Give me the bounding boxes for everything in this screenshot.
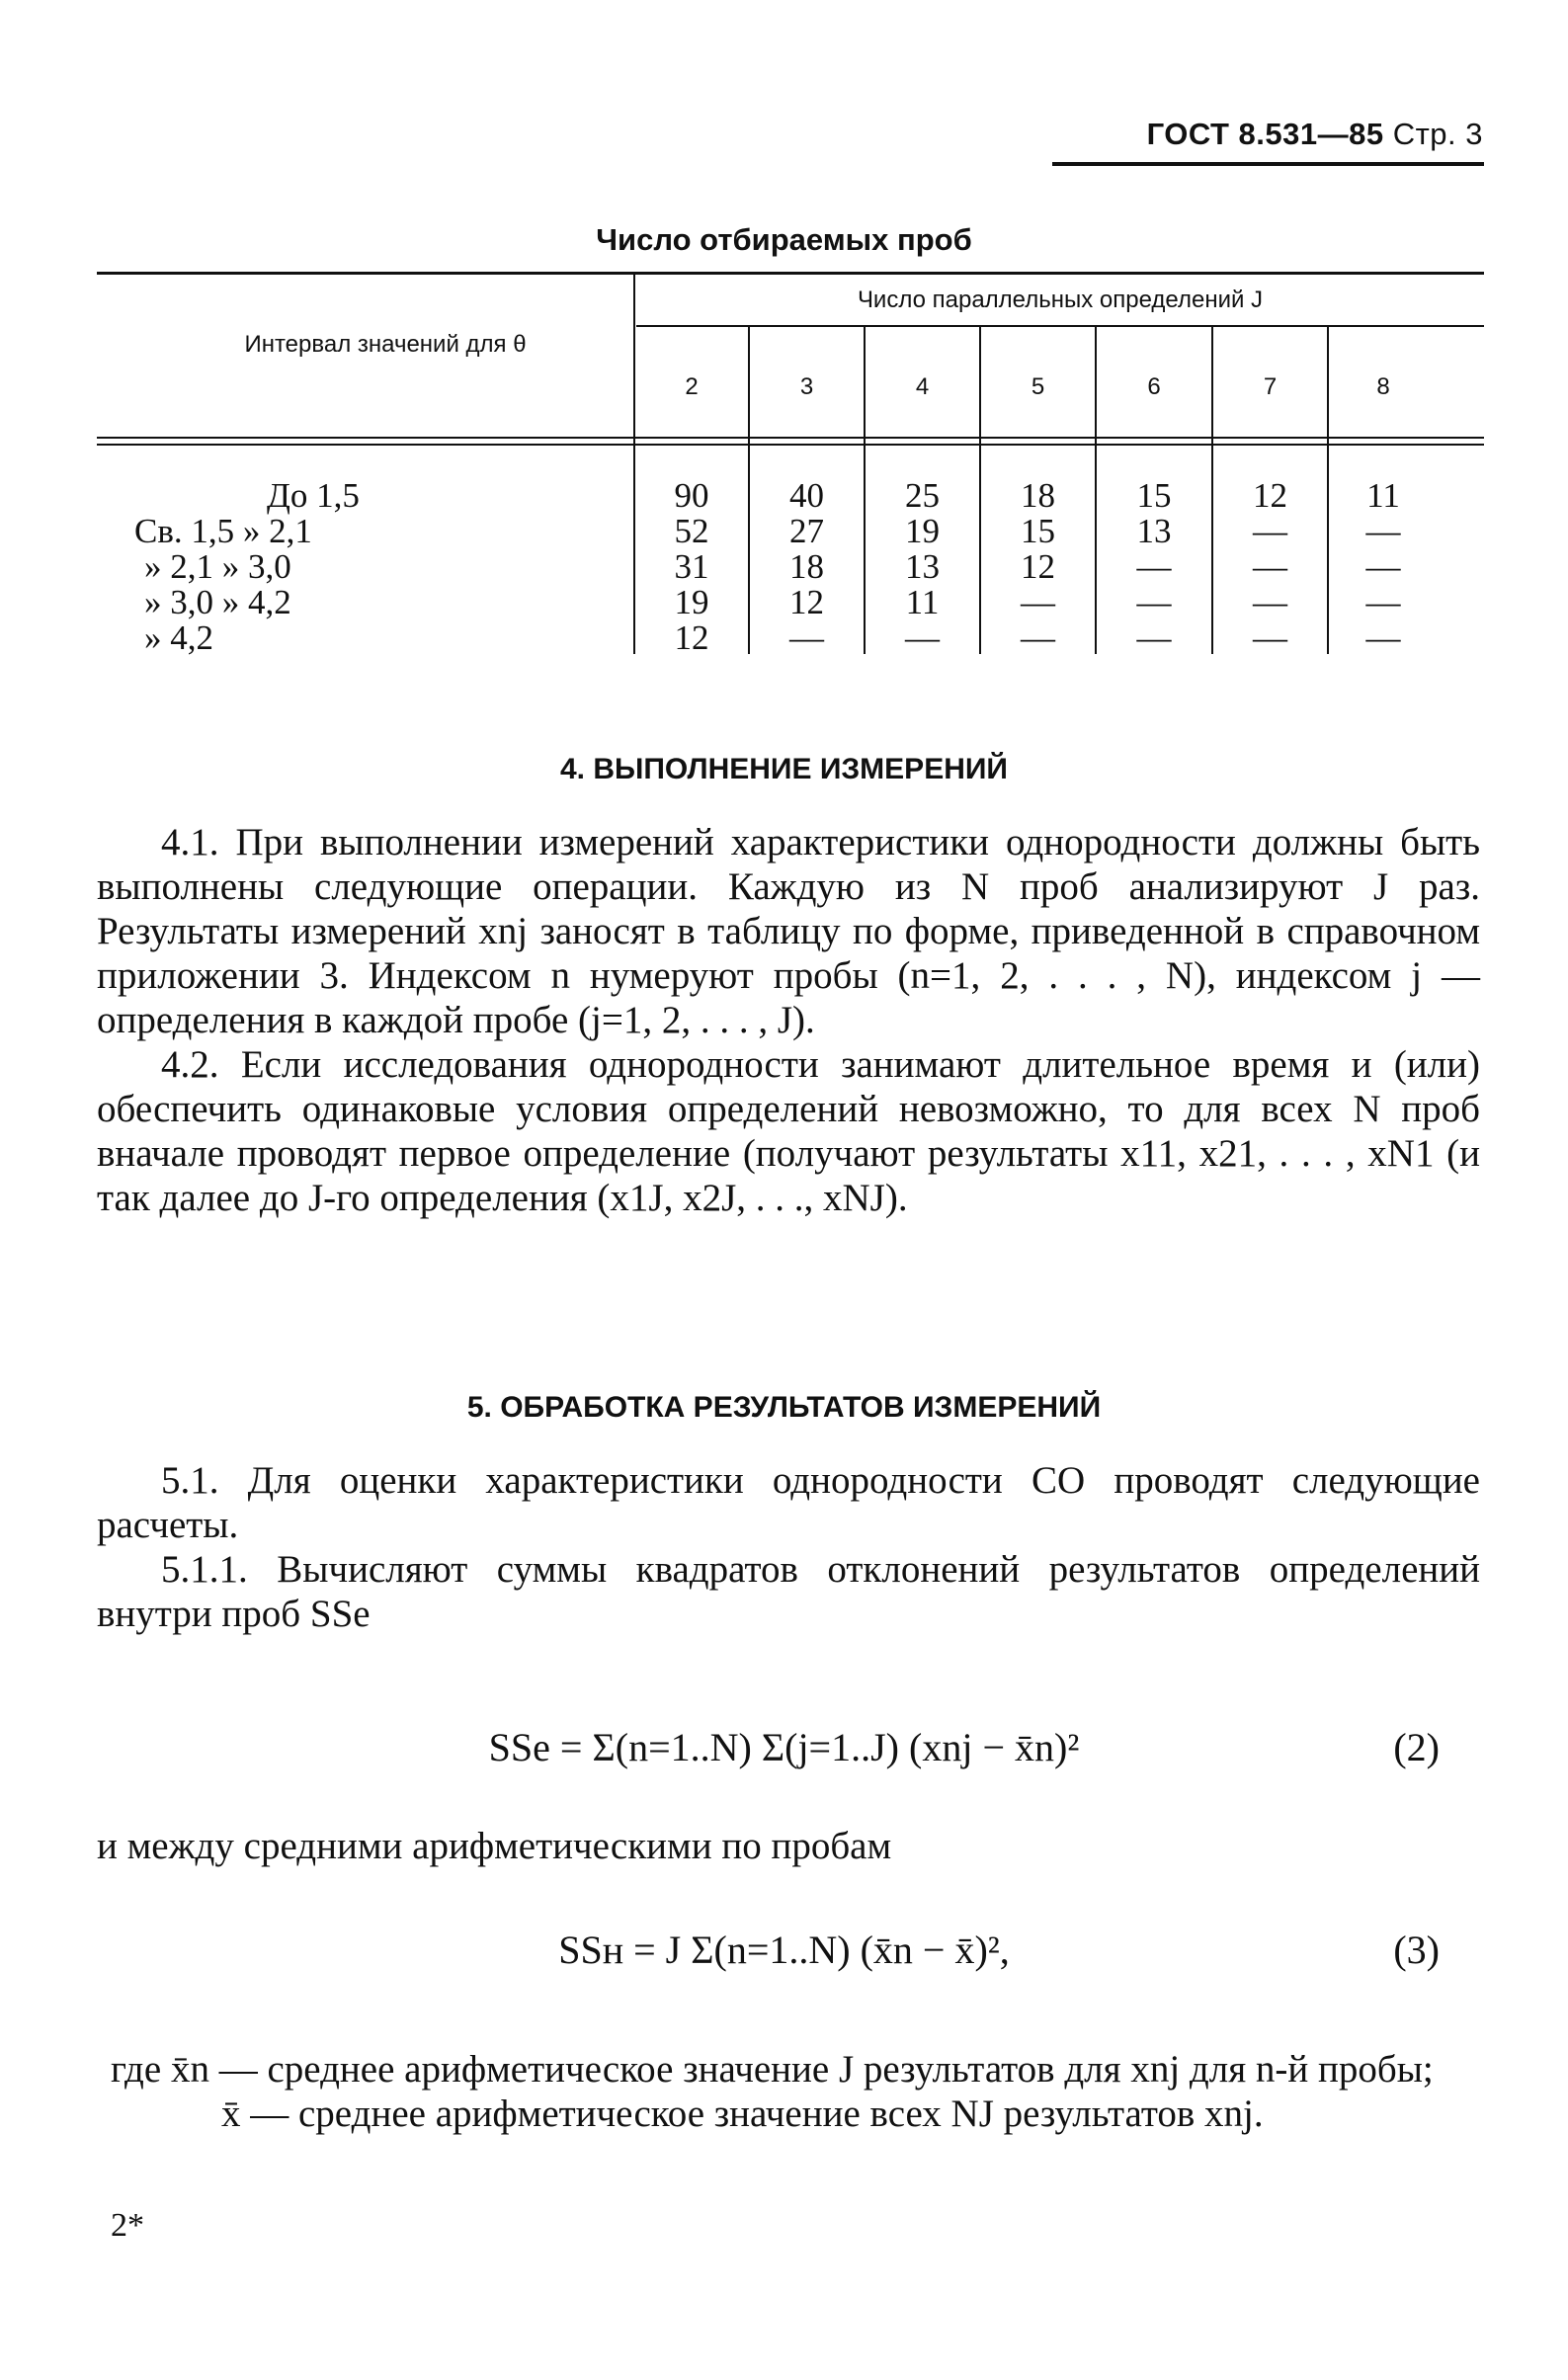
table-cell: 13 [905,547,940,586]
col-header: 6 [1147,373,1161,400]
paragraph-between-means [97,1824,1480,1868]
table-cell: — [1253,583,1287,621]
col-header: 2 [685,373,699,400]
table-cell: — [1253,512,1287,550]
table-cell: 12 [674,618,709,657]
table-cell: — [1253,618,1287,657]
table-cell: 25 [905,476,940,515]
table-group-rule [636,325,1484,327]
standard-number: ГОСТ 8.531—85 [1146,117,1384,151]
table-cell: 15 [1021,512,1055,550]
table-cell: 40 [789,476,824,515]
table-cell: — [789,618,824,657]
paragraph-5-1-1: 5.1.1. Вычисляют суммы квадратов отклонений результатов определений внутри проб SSe [97,1548,1480,1635]
col-header: 3 [799,373,814,400]
section-5-text [97,1458,1480,1636]
table-cell: 13 [1136,512,1172,550]
table-cell: — [1136,547,1172,586]
table-cell: — [1253,547,1287,586]
where-xn: где x̄n — среднее арифметическое значение J результатов для xnj для n-й пробы; [111,2048,1434,2091]
header-rule [1052,162,1484,166]
where-x: x̄ — среднее арифметическое значение всех NJ результатов xnj. [221,2093,1264,2135]
table-cell: — [1136,583,1172,621]
paragraph-4-1: 4.1. При выполнении измерений характеристики однородности должны быть выполнены следующие операции. Каждую из N проб анализируют J раз. Результаты измерений xnj заносят в таблицу по форме, приведенной в справочном приложении 3. Индексом n нумеруют пробы (n=1, 2, . . . , N), индексом j — определения в каждой пробе (j=1, 2, . . . , J). [97,821,1480,1041]
table-header-rule-2 [97,444,1484,446]
table-cell: 31 [674,547,709,586]
table-cell: — [1021,618,1055,657]
table-cell: 18 [789,547,824,586]
table-cell: — [1365,618,1401,657]
table-cell: 15 [1136,476,1172,515]
col-header: 4 [915,373,930,400]
where-clause [111,2047,1480,2136]
group-header: Число параллельных определений J [857,287,1264,313]
table-caption: Число отбираемых проб [596,222,972,257]
formula-2: SSe = Σ(n=1..N) Σ(j=1..J) (xnj − x̄n)² [488,1725,1080,1769]
page-header [1147,117,1483,152]
equation-number-2: (2) [1393,1725,1440,1769]
paragraph-5-1: 5.1. Для оценки характеристики однородности СО проводят следующие расчеты. [97,1459,1480,1546]
table-cell: 12 [1253,476,1287,515]
table-cell: — [1365,512,1401,550]
row-label: » 3,0 » 4,2 [144,583,291,621]
table-cell: — [1365,547,1401,586]
row-label: » 2,1 » 3,0 [144,547,291,586]
table-cell: — [905,618,940,657]
paragraph-4-2: 4.2. Если исследования однородности занимают длительное время и (или) обеспечить одинаковые условия определений невозможно, то для всех N проб вначале проводят первое определение (получают результаты x11, x21, . . . , xN1 (и так далее до J-го определения (x1J, x2J, . . ., xNJ). [97,1043,1480,1219]
row-label: Св. 1,5 » 2,1 [134,512,312,550]
col-header: 8 [1376,373,1390,400]
section-5-title: 5. ОБРАБОТКА РЕЗУЛЬТАТОВ ИЗМЕРЕНИЙ [466,1391,1102,1424]
formula-3: SSн = J Σ(n=1..N) (x̄n − x̄)², [558,1928,1010,1972]
table-cell: 52 [674,512,709,550]
table-cell: 12 [1021,547,1055,586]
table-cell: 27 [789,512,824,550]
col-header: 5 [1031,373,1045,400]
section-4-text [97,820,1480,1220]
page-number: Стр. 3 [1392,117,1483,151]
row-header: Интервал значений для θ [244,331,527,358]
table-cell: 12 [789,583,824,621]
table-cell: — [1365,583,1401,621]
table-cell: 90 [674,476,709,515]
table-cell: 11 [1366,476,1400,515]
equation-number-3: (3) [1393,1928,1440,1972]
table-cell: 18 [1021,476,1055,515]
table-header-rule-1 [97,437,1484,439]
table-cell: — [1136,618,1172,657]
row-label: » 4,2 [144,618,213,657]
table-cell: — [1021,583,1055,621]
section-4-title: 4. ВЫПОЛНЕНИЕ ИЗМЕРЕНИЙ [559,753,1008,785]
col-header: 7 [1263,373,1278,400]
between-means-text: и между средними арифметическими по пробам [97,1825,892,1867]
row-label: До 1,5 [267,476,360,515]
table-cell: 19 [905,512,940,550]
signature-mark: 2* [111,2207,144,2244]
table-top-rule [97,272,1484,275]
table-cell: 11 [905,583,940,621]
table-cell: 19 [674,583,709,621]
